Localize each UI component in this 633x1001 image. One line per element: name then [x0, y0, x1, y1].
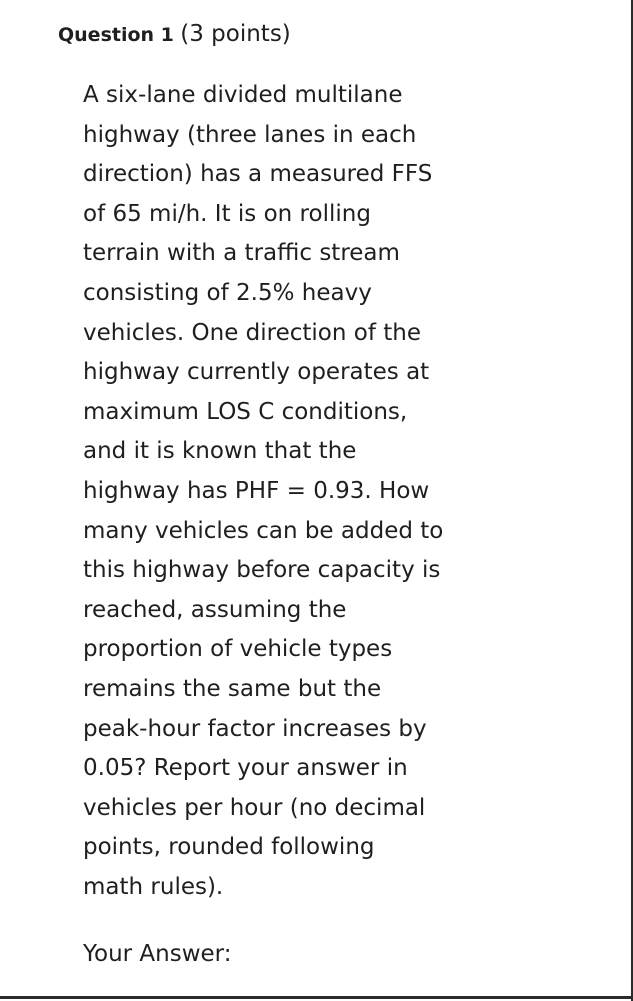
question-text-line: terrain with a traffic stream: [83, 240, 400, 267]
question-text-line: math rules).: [83, 873, 224, 900]
question-text-line: maximum LOS C conditions,: [83, 398, 408, 425]
question-points: (3 points): [180, 21, 291, 47]
question-text-line: and it is known that the: [83, 438, 357, 465]
question-text-line: vehicles per hour (no decimal: [83, 794, 426, 821]
answer-divider: [0, 996, 633, 999]
question-text: [83, 76, 603, 907]
question-text-line: vehicles. One direction of the: [83, 319, 421, 346]
answer-label: Your Answer:: [83, 941, 232, 967]
question-text-line: 0.05? Report your answer in: [83, 755, 408, 782]
question-text-line: reached, assuming the: [83, 596, 347, 623]
question-text-line: direction) has a measured FFS: [83, 161, 433, 188]
question-text-line: remains the same but the: [83, 675, 382, 702]
question-title: Question 1: [58, 24, 174, 46]
question-text-line: of 65 mi/h. It is on rolling: [83, 200, 371, 227]
question-text-line: this highway before capacity is: [83, 557, 441, 584]
question-text-line: points, rounded following: [83, 834, 375, 861]
question-text-line: highway (three lanes in each: [83, 121, 417, 148]
question-header: [58, 18, 291, 51]
question-text-line: proportion of vehicle types: [83, 636, 393, 663]
question-text-line: highway currently operates at: [83, 359, 430, 386]
question-text-line: peak-hour factor increases by: [83, 715, 427, 742]
question-text-line: many vehicles can be added to: [83, 517, 444, 544]
question-text-line: A six-lane divided multilane: [83, 82, 403, 108]
question-text-line: highway has PHF = 0.93. How: [83, 477, 430, 504]
question-text-line: consisting of 2.5% heavy: [83, 279, 372, 306]
